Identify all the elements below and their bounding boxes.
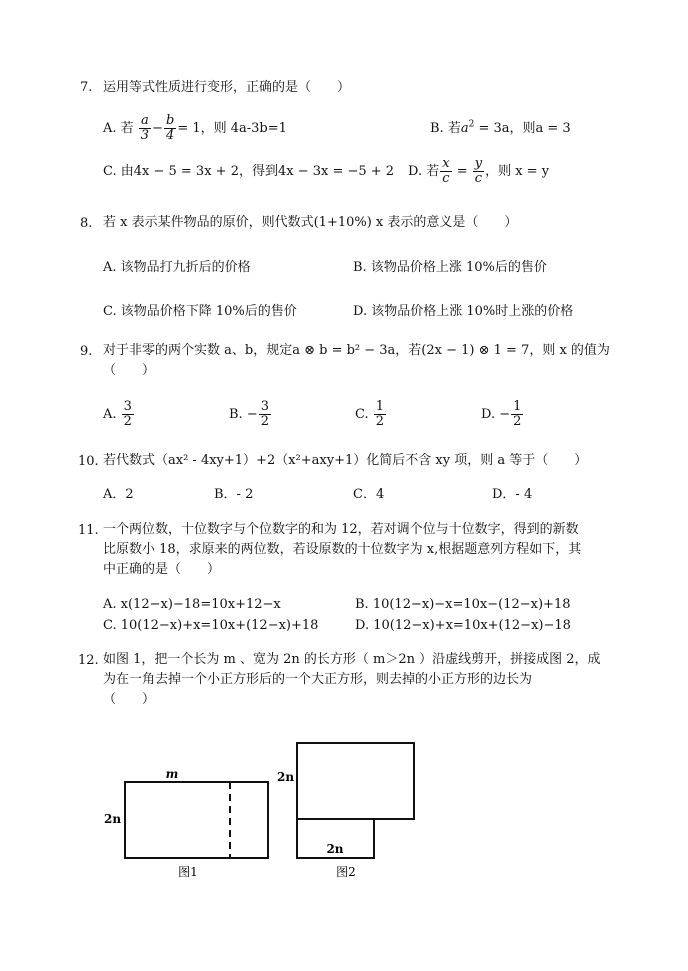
- q7-option-c: C. 由4x − 5 = 3x + 2，得到4x − 3x = −5 + 2: [103, 164, 395, 179]
- q9-option-d-label: D. −: [481, 407, 511, 422]
- q10-option-a: A．2: [103, 487, 134, 502]
- q9-option-c-fraction: $\frac{1}{2}$: [375, 399, 385, 429]
- q7-option-a-fraction-2: $\frac{b}{4}$: [165, 113, 175, 143]
- q7-option-a-rest: = 1，则 4a-3b=1: [177, 121, 287, 136]
- q9-option-b-label: B. −: [229, 407, 258, 422]
- q7-stem: 运用等式性质进行变形，正确的是（ ）: [103, 80, 351, 95]
- q10-option-c: C．4: [353, 487, 385, 502]
- q9-option-a-label: A.: [103, 407, 117, 422]
- q9-option-b-fraction: $\frac{3}{2}$: [260, 399, 269, 429]
- q12-answer-paren: （ ）: [103, 692, 156, 707]
- q9-stem: 对于非零的两个实数 a、b，规定a ⊗ b = b² − 3a，若(2x − 1) ⊗ 1 = 7，则 x 的值为: [103, 343, 610, 358]
- q9-option-c-label: C.: [355, 407, 369, 422]
- figure-2-bottom-label: 2n: [326, 842, 344, 856]
- q9-option-a-fraction: $\frac{3}{2}$: [123, 399, 132, 429]
- q11-stem-line-1: 一个两位数，十位数字与个位数字的和为 12，若对调个位与十位数字，得到的新数: [103, 522, 579, 537]
- q9-option-d-fraction: $\frac{1}{2}$: [513, 399, 522, 429]
- q7-option-b-label: B. 若: [430, 121, 461, 136]
- q9-answer-paren: （ ）: [103, 363, 156, 378]
- q7-number: 7.: [80, 80, 93, 95]
- q7-option-d-fraction-2: $\frac{y}{c}$: [474, 156, 483, 186]
- q8-option-c: C. 该物品价格下降 10%后的售价: [103, 304, 297, 319]
- q11-stem-line-3: 中正确的是（ ）: [103, 562, 221, 577]
- figure-1-rectangle: [125, 782, 268, 858]
- q12-stem-line-2: 为在一角去掉一个小正方形后的一个大正方形，则去掉的小正方形的边长为: [103, 672, 533, 687]
- figure-2-large-rectangle: [297, 743, 414, 819]
- q8-option-a: A. 该物品打九折后的价格: [103, 260, 251, 275]
- q7-option-b-base: a: [460, 121, 469, 136]
- q7-option-d-label: D. 若: [408, 164, 440, 179]
- q9-number: 9.: [80, 344, 93, 359]
- q8-stem: 若 x 表示某件物品的原价，则代数式(1+10%) x 表示的意义是（ ）: [103, 215, 518, 230]
- figure-2-caption: 图2: [336, 865, 356, 879]
- q7-option-d-rest: ，则 x = y: [485, 164, 550, 179]
- q10-stem: 若代数式（ax² - 4xy+1）+2（x²+axy+1）化简后不含 xy 项，则 a 等于（ ）: [103, 453, 588, 468]
- figure-1-length-label: m: [165, 767, 179, 781]
- q11-number: 11.: [78, 523, 99, 538]
- q8-number: 8.: [80, 216, 93, 231]
- q7-option-b-rest: = 3a，则a = 3: [474, 121, 571, 136]
- figure-2-side-label: 2n: [277, 770, 295, 784]
- q10-number: 10.: [78, 454, 99, 469]
- q11-option-d: D. 10(12−x)+x=10x+(12−x)−18: [355, 618, 571, 633]
- figure-2: [277, 743, 414, 879]
- q10-option-d: D．- 4: [492, 487, 533, 502]
- q11-option-b: B. 10(12−x)−x=10x−(12−x)+18: [355, 597, 571, 612]
- q7-option-b-exp: 2: [468, 119, 475, 130]
- figure-1-caption: 图1: [178, 865, 198, 879]
- q11-option-a: A. x(12−x)−18=10x+12−x: [103, 597, 281, 612]
- q8-option-b: B. 该物品价格上涨 10%后的售价: [353, 260, 547, 275]
- q11-stem-line-2: 比原数小 18，求原来的两位数，若设原数的十位数字为 x,根据题意列方程如下，其: [103, 542, 582, 557]
- figure-1-width-label: 2n: [104, 812, 122, 826]
- q7-option-a-minus: −: [152, 121, 163, 136]
- q7-option-d-equals: =: [452, 164, 472, 179]
- q7-option-a-label: A. 若: [103, 121, 134, 136]
- q10-option-b: B．- 2: [214, 487, 254, 502]
- q7-option-a-fraction-1: $\frac{a}{3}$: [140, 113, 150, 143]
- figure-1: [104, 767, 268, 879]
- q8-option-d: D. 该物品价格上涨 10%时上涨的价格: [353, 304, 574, 319]
- q12-stem-line-1: 如图 1，把一个长为 m 、宽为 2n 的长方形（ m＞2n ）沿虚线剪开，拼接成图 2，成: [103, 652, 601, 667]
- q12-number: 12.: [78, 653, 99, 668]
- q7-option-d-fraction-1: $\frac{x}{c}$: [442, 156, 450, 186]
- q11-option-c: C. 10(12−x)+x=10x+(12−x)+18: [103, 618, 319, 633]
